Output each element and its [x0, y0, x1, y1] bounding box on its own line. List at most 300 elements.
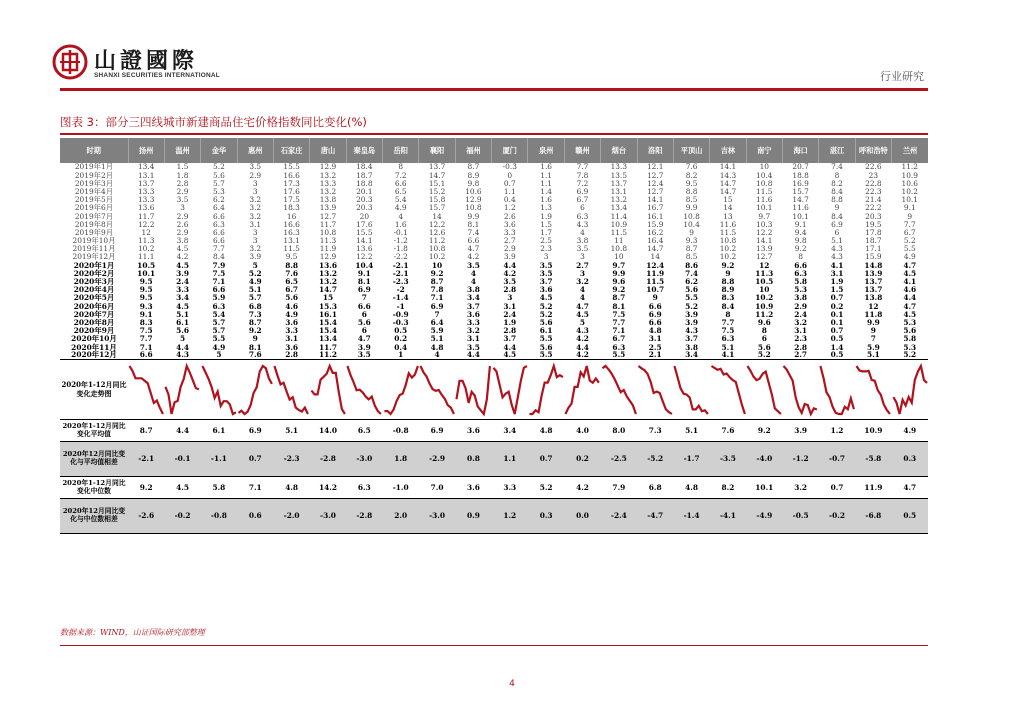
- stat-row-label: 2020年12月同比变化与平均值相差: [60, 442, 128, 477]
- table-cell: 8.8: [831, 195, 843, 204]
- table-cell: 10: [759, 285, 770, 294]
- sparkline-cell: [237, 360, 273, 420]
- table-cell: 3.1: [794, 326, 808, 335]
- stat-cell: -3.0: [346, 442, 382, 477]
- table-cell: 9.5: [285, 253, 298, 262]
- table-cell: 6.1: [176, 318, 189, 327]
- company-logo: [52, 44, 222, 84]
- stat-cell: 3.4: [492, 420, 528, 442]
- table-cell: 5: [216, 351, 222, 360]
- table-cell: 0.7: [503, 179, 516, 188]
- table-cell: 5.1: [721, 343, 735, 352]
- stat-cell: 6.8: [637, 477, 673, 499]
- stat-cell: -1.7: [673, 442, 709, 477]
- table-cell: 14: [650, 253, 660, 262]
- table-cell: 5: [252, 261, 258, 270]
- stat-cell: -0.2: [819, 499, 855, 534]
- table-cell: 14.8: [864, 261, 883, 270]
- table-cell: 3.2: [249, 195, 262, 204]
- table-cell: 3.5: [357, 351, 371, 360]
- table-cell: 13.3: [610, 163, 628, 172]
- table-cell: 4.6: [285, 302, 299, 311]
- stat-row-label: 2020年1-12月同比变化中位数: [60, 477, 128, 499]
- table-cell: 8.7: [430, 277, 444, 286]
- sparkline-chart: [892, 362, 928, 418]
- logo-seal-icon: [52, 44, 88, 80]
- table-row: [60, 237, 928, 245]
- table-cell: 10.5: [755, 277, 774, 286]
- table-cell: 18.7: [356, 171, 373, 180]
- table-cell: 2.1: [648, 351, 662, 360]
- sparkline-chart: [601, 362, 637, 418]
- header-city: 呼和浩特: [855, 138, 891, 163]
- table-cell: 15.7: [428, 203, 446, 213]
- table-cell: 17.6: [356, 220, 373, 229]
- table-cell: 0.4: [394, 343, 408, 352]
- stat-cell: -1.4: [673, 499, 709, 534]
- table-cell: 8.6: [685, 261, 698, 270]
- table-cell: 13.8: [319, 195, 337, 204]
- table-cell: 2.9: [794, 302, 808, 311]
- stat-cell: -1.0: [383, 477, 419, 499]
- table-cell: 1.9: [503, 318, 517, 327]
- header-city: 烟台: [601, 138, 637, 163]
- table-cell: 10.8: [465, 203, 482, 213]
- table-cell: 10.4: [355, 261, 374, 270]
- stat-cell: -0.2: [164, 499, 200, 534]
- table-cell: 6.7: [903, 228, 916, 237]
- table-cell: 6.6: [212, 285, 226, 294]
- sparkline-series-line: [784, 366, 817, 414]
- table-cell: 8: [725, 310, 731, 319]
- table-cell: 1.8: [176, 171, 189, 180]
- stat-cell: 0.0: [564, 499, 600, 534]
- sparkline-chart: [128, 362, 164, 418]
- table-cell: 3.5: [503, 277, 517, 286]
- table-cell: 9.2: [612, 285, 626, 294]
- table-cell: 4: [398, 212, 404, 221]
- row-period: 2019年9月: [74, 228, 114, 237]
- stat-cell: -3.0: [310, 499, 346, 534]
- table-cell: 3.5: [466, 343, 480, 352]
- header-city: 福州: [455, 138, 491, 163]
- table-cell: 13.2: [319, 187, 337, 196]
- table-cell: 13: [723, 212, 733, 221]
- table-cell: 10.4: [683, 220, 700, 229]
- table-cell: 7.8: [576, 171, 589, 180]
- table-cell: 3.1: [249, 220, 262, 229]
- table-cell: 5.1: [430, 334, 444, 344]
- table-cell: 15: [723, 195, 733, 204]
- table-cell: 11.8: [864, 310, 883, 319]
- table-cell: 3.5: [576, 244, 589, 254]
- table-cell: 9: [252, 334, 258, 344]
- table-cell: 6.7: [576, 195, 589, 204]
- table-cell: 11.9: [319, 244, 337, 254]
- table-cell: 5.6: [685, 285, 698, 294]
- table-cell: 4.1: [903, 277, 917, 286]
- table-cell: 4: [470, 269, 476, 278]
- table-cell: 4.4: [176, 343, 189, 352]
- table-cell: 11.6: [719, 220, 737, 229]
- table-cell: 6.6: [467, 236, 480, 245]
- stat-cell: -2.9: [419, 442, 455, 477]
- table-cell: 4.5: [576, 310, 589, 319]
- table-cell: 4.7: [903, 261, 917, 270]
- table-cell: 6.3: [212, 302, 226, 311]
- table-cell: 12.7: [646, 187, 664, 196]
- table-cell: 11.2: [428, 236, 446, 245]
- header-city: 平顶山: [673, 138, 709, 163]
- table-cell: 8.1: [357, 277, 371, 286]
- table-cell: 4.5: [176, 244, 189, 254]
- table-cell: 4.9: [212, 343, 226, 352]
- table-cell: 17.8: [865, 228, 882, 237]
- row-period: 2020年12月: [71, 351, 117, 360]
- table-cell: -2.1: [392, 269, 409, 278]
- table-cell: 5.7: [212, 318, 226, 327]
- table-cell: 5.9: [212, 294, 226, 303]
- table-cell: 7.1: [612, 326, 626, 335]
- table-cell: 5.6: [176, 326, 189, 335]
- row-period: 2019年2月: [74, 171, 114, 180]
- table-row: [60, 163, 928, 171]
- table-cell: 16: [286, 212, 297, 221]
- stat-cell: 4.5: [164, 477, 200, 499]
- table-cell: 4.7: [903, 302, 917, 311]
- table-cell: 13.6: [318, 261, 337, 270]
- sparkline-cell: [601, 360, 637, 420]
- table-cell: 3.5: [249, 163, 262, 172]
- table-cell: 6.5: [394, 187, 407, 196]
- stat-cell: 0.7: [528, 442, 564, 477]
- table-cell: 7.7: [903, 220, 916, 229]
- table-cell: 15.9: [646, 220, 664, 229]
- table-cell: 2.8: [285, 351, 299, 360]
- table-cell: 1.3: [540, 203, 553, 213]
- table-row: [60, 302, 928, 310]
- table-cell: 16.7: [646, 203, 664, 213]
- stat-cell: -1.2: [782, 442, 818, 477]
- table-cell: 8.8: [721, 277, 735, 286]
- table-cell: 0.5: [394, 326, 408, 335]
- table-cell: 7.7: [576, 163, 589, 172]
- table-cell: 16.2: [646, 228, 664, 237]
- table-cell: 13.8: [864, 294, 883, 303]
- table-cell: 4.5: [539, 294, 553, 303]
- sparkline-series-line: [384, 366, 417, 414]
- table-cell: 12.9: [319, 253, 337, 262]
- table-cell: 1.4: [830, 343, 844, 352]
- table-cell: 8.8: [685, 187, 698, 196]
- table-cell: -0.3: [502, 163, 517, 172]
- table-cell: 13.1: [610, 187, 628, 196]
- table-cell: 4.9: [285, 310, 299, 319]
- row-period: 2019年5月: [74, 195, 114, 204]
- table-cell: 8.4: [831, 212, 843, 221]
- table-cell: 14.1: [756, 236, 773, 245]
- stat-row-label: 2020年1-12月同比变化平均值: [60, 420, 128, 442]
- table-cell: 7.1: [139, 343, 153, 352]
- table-cell: 6.3: [721, 334, 735, 344]
- table-cell: 6.6: [357, 302, 371, 311]
- table-cell: 7.8: [430, 285, 444, 294]
- table-cell: 9.9: [467, 212, 480, 221]
- table-cell: 4.2: [176, 253, 189, 262]
- stat-cell: 1.2: [492, 499, 528, 534]
- sparkline-row: [60, 360, 928, 420]
- table-cell: 4.7: [576, 302, 589, 311]
- table-cell: 8.1: [467, 220, 480, 229]
- table-cell: 8.7: [612, 294, 626, 303]
- header-divider: [60, 88, 928, 91]
- header-city: 南宁: [746, 138, 782, 163]
- sparkline-series-line: [166, 366, 199, 414]
- table-cell: 1.9: [830, 277, 844, 286]
- table-cell: 13.3: [137, 195, 155, 204]
- table-cell: 1.5: [540, 220, 553, 229]
- sparkline-series-line: [893, 366, 927, 414]
- table-cell: 17.5: [283, 195, 300, 204]
- table-cell: 3.7: [466, 302, 480, 311]
- table-cell: 16.6: [283, 171, 300, 180]
- stat-cell: -4.0: [746, 442, 782, 477]
- table-cell: 3.4: [176, 294, 189, 303]
- table-cell: 5.5: [685, 294, 698, 303]
- table-cell: 5.7: [213, 179, 225, 188]
- table-cell: 9.2: [430, 269, 444, 278]
- table-cell: 2.8: [176, 179, 189, 188]
- table-cell: 4.3: [576, 326, 589, 335]
- header-city: 石家庄: [273, 138, 309, 163]
- table-cell: 6.6: [648, 302, 662, 311]
- stat-cell: 1.2: [819, 420, 855, 442]
- table-cell: 6.5: [285, 277, 299, 286]
- table-cell: 8: [834, 171, 840, 180]
- stat-cell: -2.5: [601, 442, 637, 477]
- stat-cell: -3.5: [710, 442, 746, 477]
- table-cell: 9.2: [248, 326, 262, 335]
- table-cell: 13.9: [864, 269, 883, 278]
- sparkline-cell: [128, 360, 164, 420]
- table-cell: 3: [252, 228, 258, 237]
- table-cell: 8.5: [685, 195, 698, 204]
- table-cell: 3.9: [249, 253, 262, 262]
- table-cell: 5.2: [903, 351, 917, 360]
- table-cell: 4.2: [503, 269, 517, 278]
- table-cell: 10.5: [137, 261, 156, 270]
- table-cell: 15.2: [428, 187, 446, 196]
- stat-cell: -5.8: [855, 442, 891, 477]
- table-cell: 4.5: [903, 310, 917, 319]
- table-cell: 2.6: [176, 220, 189, 229]
- stat-cell: 1.8: [383, 442, 419, 477]
- table-cell: 7.4: [831, 163, 843, 172]
- table-cell: 2.9: [503, 244, 516, 254]
- header-city: 岳阳: [383, 138, 419, 163]
- table-cell: 3.5: [539, 269, 553, 278]
- stat-row: [60, 499, 928, 534]
- table-cell: 7.9: [212, 261, 226, 270]
- table-cell: 12: [868, 302, 879, 311]
- table-cell: -0.1: [393, 228, 408, 237]
- row-period: 2020年7月: [73, 310, 115, 319]
- table-cell: 5.4: [394, 195, 407, 204]
- table-cell: 14.7: [719, 179, 737, 188]
- sparkline-series-line: [748, 366, 781, 414]
- table-cell: -2: [396, 285, 405, 294]
- sparkline-chart: [346, 362, 382, 418]
- table-cell: 8.3: [139, 318, 153, 327]
- table-cell: 11.3: [755, 269, 774, 278]
- table-cell: 6.7: [285, 285, 299, 294]
- table-cell: 5.5: [903, 244, 916, 254]
- sparkline-cell: [637, 360, 673, 420]
- table-cell: 1.5: [176, 163, 189, 172]
- table-cell: 7.6: [285, 269, 299, 278]
- table-cell: 5: [579, 318, 586, 327]
- table-cell: 4: [579, 294, 586, 303]
- table-row: [60, 179, 928, 187]
- row-period: 2020年8月: [73, 318, 115, 327]
- figure-title: 图表 3：部分三四线城市新建商品住宅价格指数同比变化(%): [60, 115, 367, 129]
- header-city: 海口: [782, 138, 818, 163]
- header-city: 襄阳: [419, 138, 455, 163]
- table-cell: 15.7: [792, 187, 809, 196]
- stat-cell: 6.9: [237, 420, 273, 442]
- table-cell: 3.9: [503, 253, 516, 262]
- table-cell: 18.8: [792, 171, 809, 180]
- stat-cell: 0.3: [892, 442, 928, 477]
- header-city: 吉林: [710, 138, 746, 163]
- table-cell: 6.6: [394, 179, 407, 188]
- table-cell: 4.6: [903, 285, 917, 294]
- table-cell: 0.5: [830, 334, 844, 344]
- table-cell: 7.3: [248, 310, 262, 319]
- table-cell: 4.8: [430, 343, 444, 352]
- table-cell: 3: [579, 269, 586, 278]
- table-cell: 3.2: [576, 277, 589, 286]
- table-cell: 10: [759, 163, 769, 172]
- sparkline-chart: [492, 362, 528, 418]
- table-cell: 5.2: [248, 269, 262, 278]
- table-cell: 17.6: [283, 187, 300, 196]
- table-cell: 22.3: [865, 187, 882, 196]
- table-cell: 7.5: [612, 310, 626, 319]
- table-cell: 11.6: [792, 203, 809, 213]
- stat-cell: -2.3: [273, 442, 309, 477]
- table-cell: 11.3: [137, 236, 155, 245]
- stat-cell: 8.2: [710, 477, 746, 499]
- stat-cell: 4.8: [528, 420, 564, 442]
- table-cell: 14.7: [792, 195, 809, 204]
- table-cell: 12: [141, 228, 151, 237]
- sparkline-series-line: [311, 366, 344, 414]
- table-row: [60, 319, 928, 327]
- table-cell: 14.7: [318, 285, 337, 294]
- table-row: [60, 253, 928, 261]
- stat-row: [60, 420, 928, 442]
- stat-cell: -0.5: [782, 499, 818, 534]
- stat-cell: 0.9: [455, 499, 491, 534]
- table-cell: 11.5: [646, 277, 665, 286]
- table-cell: 22.6: [865, 163, 882, 172]
- table-cell: 6.6: [139, 351, 153, 360]
- table-cell: 7: [361, 294, 367, 303]
- table-cell: 6.9: [648, 310, 662, 319]
- sparkline-series-line: [275, 366, 308, 414]
- table-cell: 7: [870, 334, 876, 344]
- table-cell: 15.5: [356, 228, 373, 237]
- table-cell: 12.4: [646, 261, 665, 270]
- table-cell: 13.2: [610, 195, 628, 204]
- stat-cell: 2.0: [383, 499, 419, 534]
- row-period: 2020年6月: [73, 302, 115, 311]
- sparkline-cell: [673, 360, 709, 420]
- table-cell: 6.6: [213, 236, 225, 245]
- table-cell: 6.9: [430, 302, 444, 311]
- sparkline-cell: [528, 360, 564, 420]
- table-cell: 5.3: [794, 285, 808, 294]
- table-cell: 22.2: [865, 203, 882, 213]
- table-cell: 6.6: [794, 261, 808, 270]
- table-cell: 3: [180, 203, 185, 213]
- table-cell: 3.9: [176, 269, 189, 278]
- table-cell: -1: [396, 302, 405, 311]
- table-cell: 3.2: [249, 203, 262, 213]
- stat-cell: 9.2: [746, 420, 782, 442]
- table-cell: 7.7: [612, 318, 626, 327]
- table-cell: 8: [798, 253, 803, 262]
- table-cell: 3.2: [249, 244, 262, 254]
- table-cell: 3.3: [503, 228, 516, 237]
- sparkline-series-line: [566, 366, 599, 414]
- stat-cell: 6.1: [201, 420, 237, 442]
- table-cell: 15.8: [428, 195, 446, 204]
- table-cell: 21.4: [865, 195, 882, 204]
- stat-cell: -0.8: [201, 499, 237, 534]
- table-cell: 15.3: [318, 302, 337, 311]
- table-cell: 7.6: [248, 351, 262, 360]
- table-cell: 5.6: [757, 343, 771, 352]
- source-divider: [60, 645, 928, 646]
- table-cell: 1.6: [540, 195, 553, 204]
- table-cell: 13.2: [318, 277, 337, 286]
- table-row: [60, 220, 928, 228]
- table-cell: 8.7: [248, 318, 262, 327]
- sparkline-series-line: [529, 366, 562, 414]
- table-cell: 18.4: [356, 163, 373, 172]
- table-cell: 22.8: [865, 179, 882, 188]
- table-cell: 14.1: [646, 195, 664, 204]
- stat-cell: -2.1: [128, 442, 164, 477]
- table-cell: 6.9: [831, 220, 843, 229]
- table-cell: 7.5: [212, 269, 226, 278]
- table-cell: 7.7: [721, 318, 735, 327]
- table-cell: 9.2: [721, 261, 735, 270]
- table-cell: 5.2: [539, 310, 553, 319]
- table-cell: 17.3: [283, 179, 300, 188]
- sparkline-chart: [237, 362, 273, 418]
- table-cell: 16.9: [792, 179, 809, 188]
- table-cell: 12.2: [428, 220, 446, 229]
- table-cell: 13.6: [137, 203, 155, 213]
- table-cell: 4.3: [831, 244, 843, 254]
- table-cell: 10.2: [755, 294, 774, 303]
- table-cell: 3.5: [466, 261, 480, 270]
- table-cell: -1.4: [392, 294, 409, 303]
- table-cell: 0.7: [830, 294, 844, 303]
